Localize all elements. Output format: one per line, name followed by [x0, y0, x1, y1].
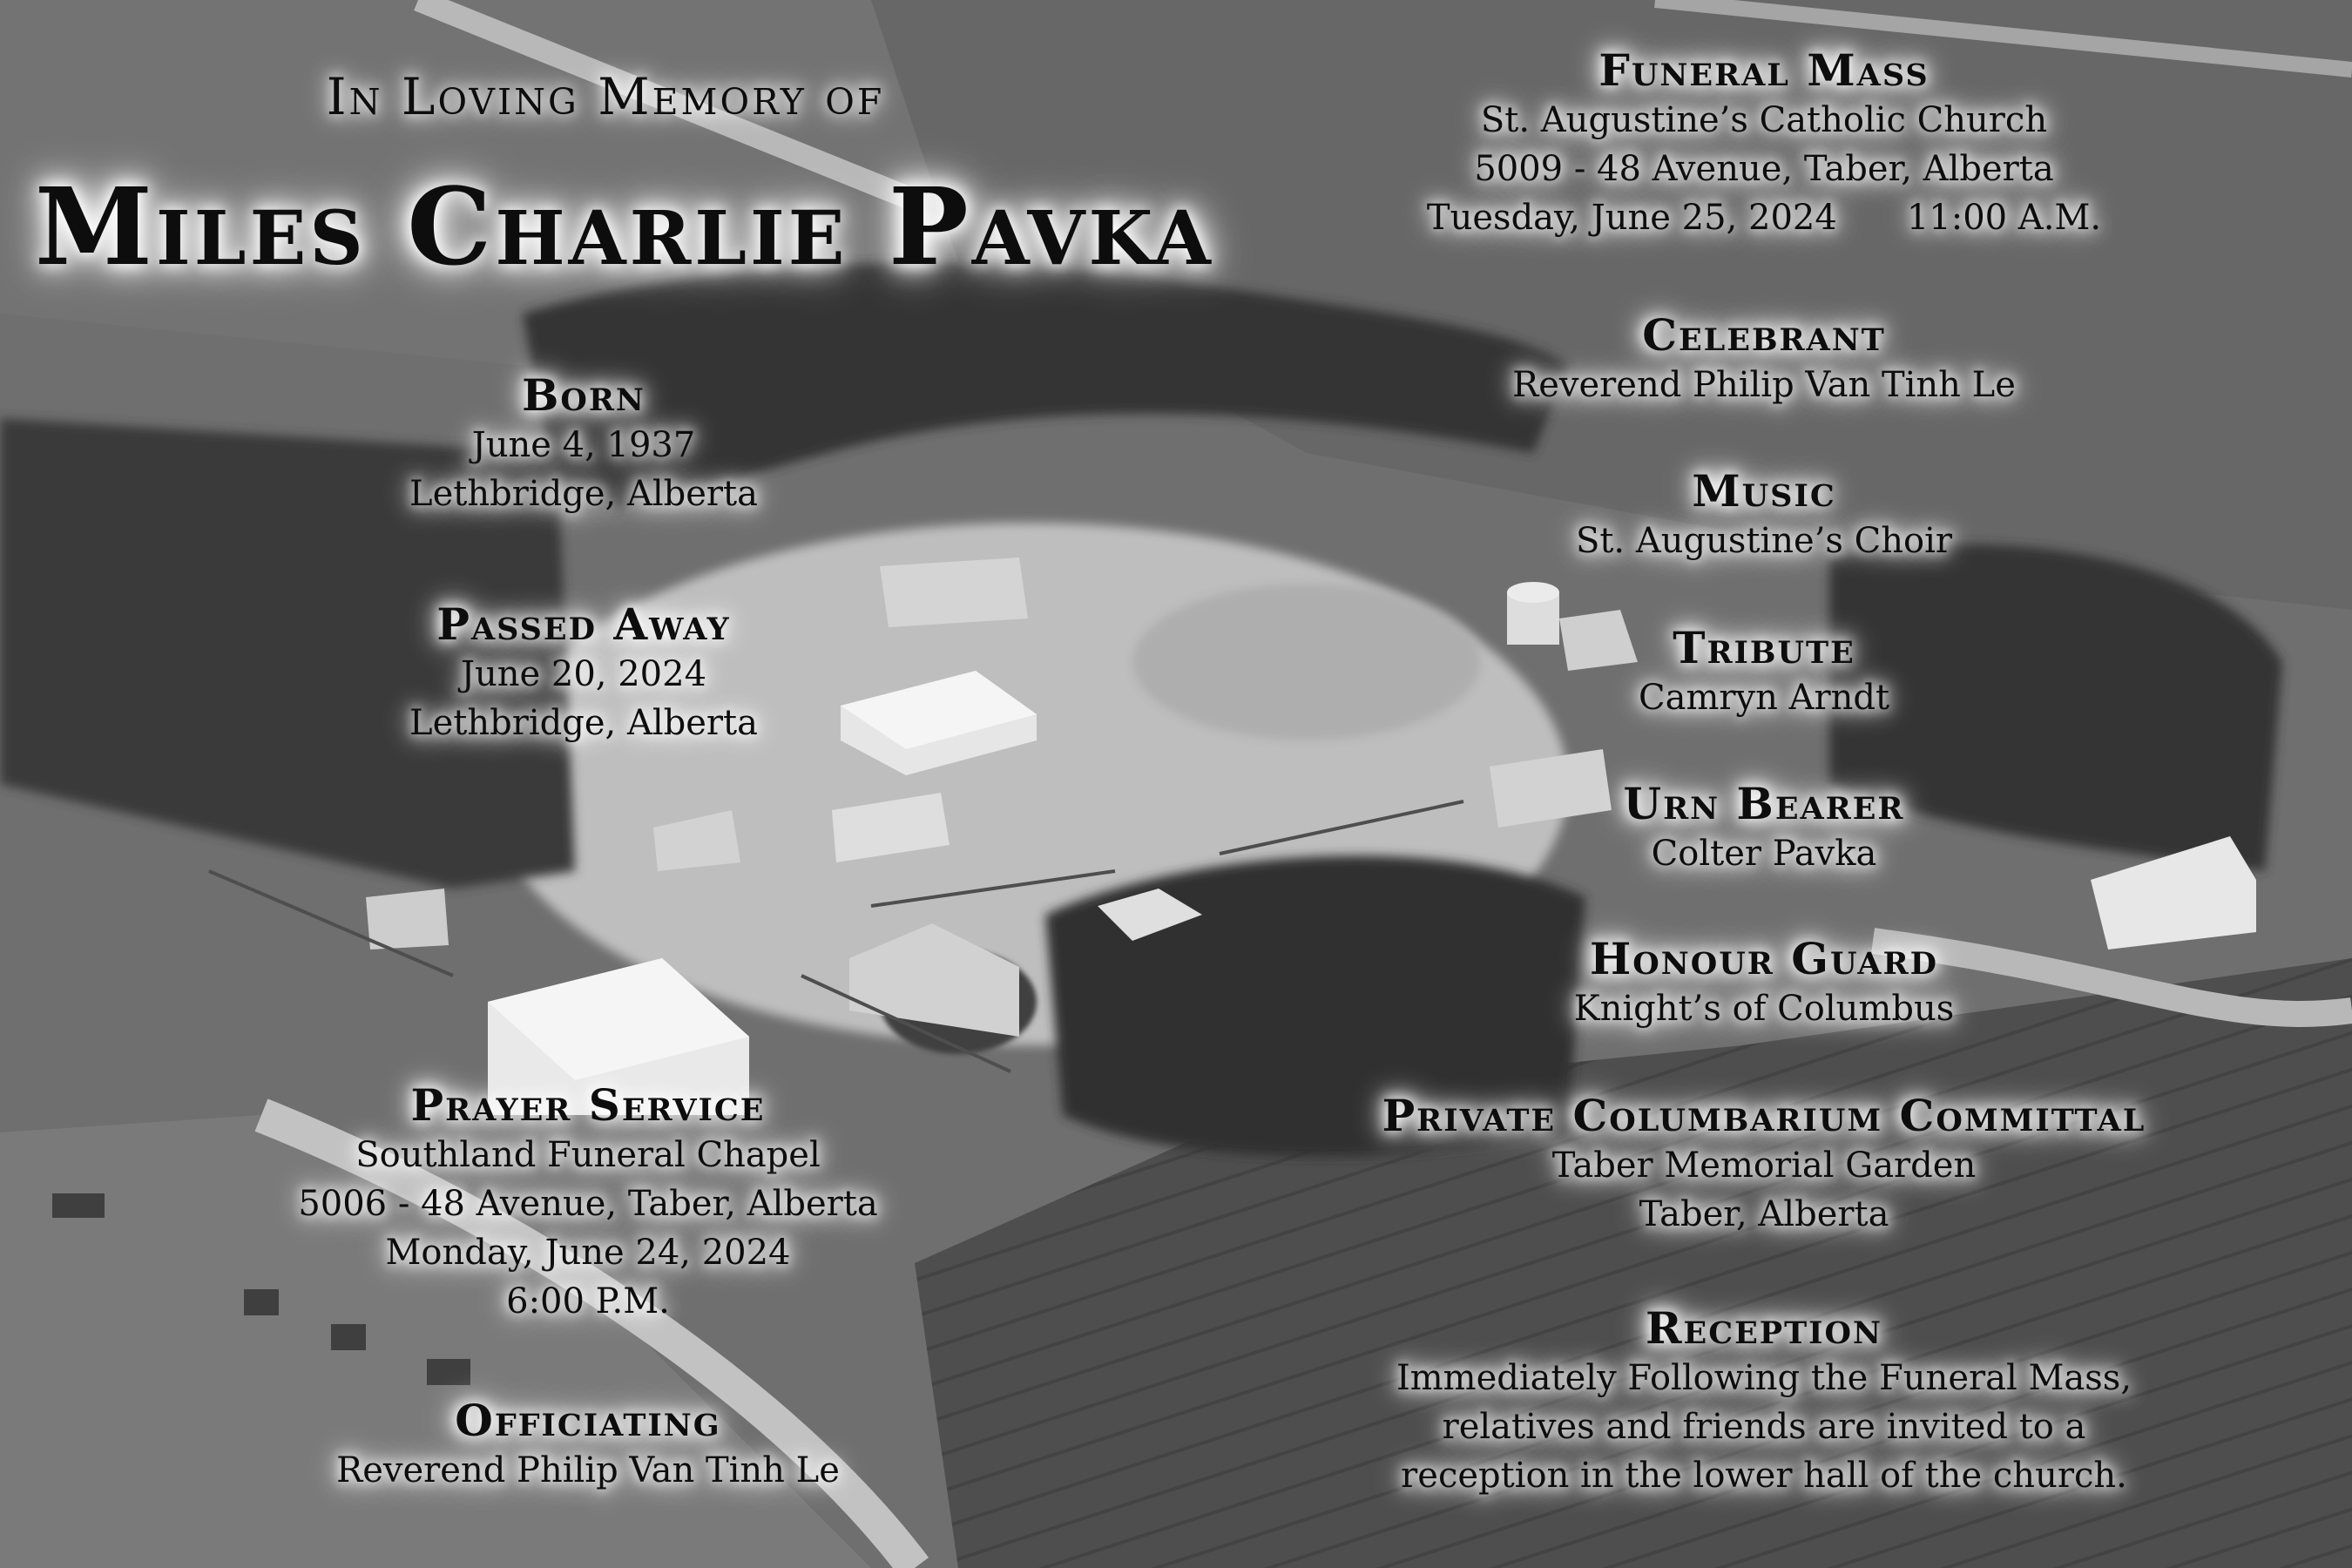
honour-guard-name: Knight’s of Columbus	[1573, 989, 1955, 1029]
passed-away-place: Lethbridge, Alberta	[409, 703, 758, 743]
tribute-section	[1524, 623, 2004, 722]
committal-section	[1359, 1091, 2169, 1239]
prayer-service-heading: Prayer Service	[410, 1079, 766, 1131]
music-section	[1481, 466, 2047, 565]
celebrant-name: Reverend Philip Van Tinh Le	[1512, 365, 2016, 405]
celebrant-heading: Celebrant	[1642, 309, 1886, 361]
honour-guard-section	[1481, 934, 2047, 1033]
music-name: St. Augustine’s Choir	[1575, 521, 1953, 561]
honour-guard-heading: Honour Guard	[1590, 933, 1938, 984]
passed-away-section	[314, 599, 854, 747]
funeral-mass-date: Tuesday, June 25, 2024	[1426, 198, 1837, 238]
committal-venue: Taber Memorial Garden	[1551, 1146, 1977, 1186]
funeral-mass-section	[1359, 45, 2169, 242]
funeral-mass-address: 5009 - 48 Avenue, Taber, Alberta	[1474, 149, 2054, 189]
prayer-service-time: 6:00 P.M.	[506, 1281, 670, 1321]
deceased-name: Miles Charlie Pavka	[35, 164, 1214, 289]
funeral-mass-datetime	[1359, 193, 2169, 242]
committal-place: Taber, Alberta	[1639, 1194, 1889, 1234]
born-place: Lethbridge, Alberta	[409, 474, 758, 514]
born-heading: Born	[522, 369, 645, 421]
prayer-service-address: 5006 - 48 Avenue, Taber, Alberta	[298, 1184, 878, 1224]
born-date: June 4, 1937	[471, 425, 696, 465]
celebrant-section	[1402, 310, 2126, 409]
born-section	[314, 370, 854, 518]
reception-line-1: Immediately Following the Funeral Mass,	[1396, 1358, 2132, 1398]
reception-section	[1342, 1303, 2186, 1500]
committal-heading: Private Columbarium Committal	[1382, 1090, 2146, 1141]
reception-line-2: relatives and friends are invited to a	[1442, 1407, 2086, 1447]
music-heading: Music	[1692, 465, 1836, 517]
in-loving-memory-block	[226, 66, 984, 127]
reception-line-3: reception in the lower hall of the church.	[1401, 1456, 2127, 1496]
urn-bearer-name: Colter Pavka	[1651, 834, 1877, 874]
officiating-heading: Officiating	[455, 1395, 721, 1446]
deceased-name-block	[35, 164, 1214, 289]
prayer-service-venue: Southland Funeral Chapel	[355, 1135, 821, 1175]
passed-away-date: June 20, 2024	[460, 654, 707, 694]
tribute-heading: Tribute	[1673, 622, 1855, 673]
officiating-section	[261, 1396, 915, 1495]
urn-bearer-section	[1524, 779, 2004, 878]
passed-away-heading: Passed Away	[436, 598, 731, 650]
funeral-mass-venue: St. Augustine’s Catholic Church	[1480, 100, 2048, 140]
in-loving-memory-line: In Loving Memory of	[326, 67, 885, 126]
prayer-service-date: Monday, June 24, 2024	[385, 1233, 791, 1273]
reception-heading: Reception	[1646, 1302, 1882, 1354]
funeral-mass-time: 11:00 A.M.	[1906, 198, 2102, 238]
funeral-mass-heading: Funeral Mass	[1598, 44, 1930, 96]
prayer-service-section	[209, 1080, 967, 1326]
officiating-name: Reverend Philip Van Tinh Le	[336, 1450, 840, 1490]
tribute-name: Camryn Arndt	[1638, 678, 1890, 718]
urn-bearer-heading: Urn Bearer	[1623, 778, 1905, 829]
